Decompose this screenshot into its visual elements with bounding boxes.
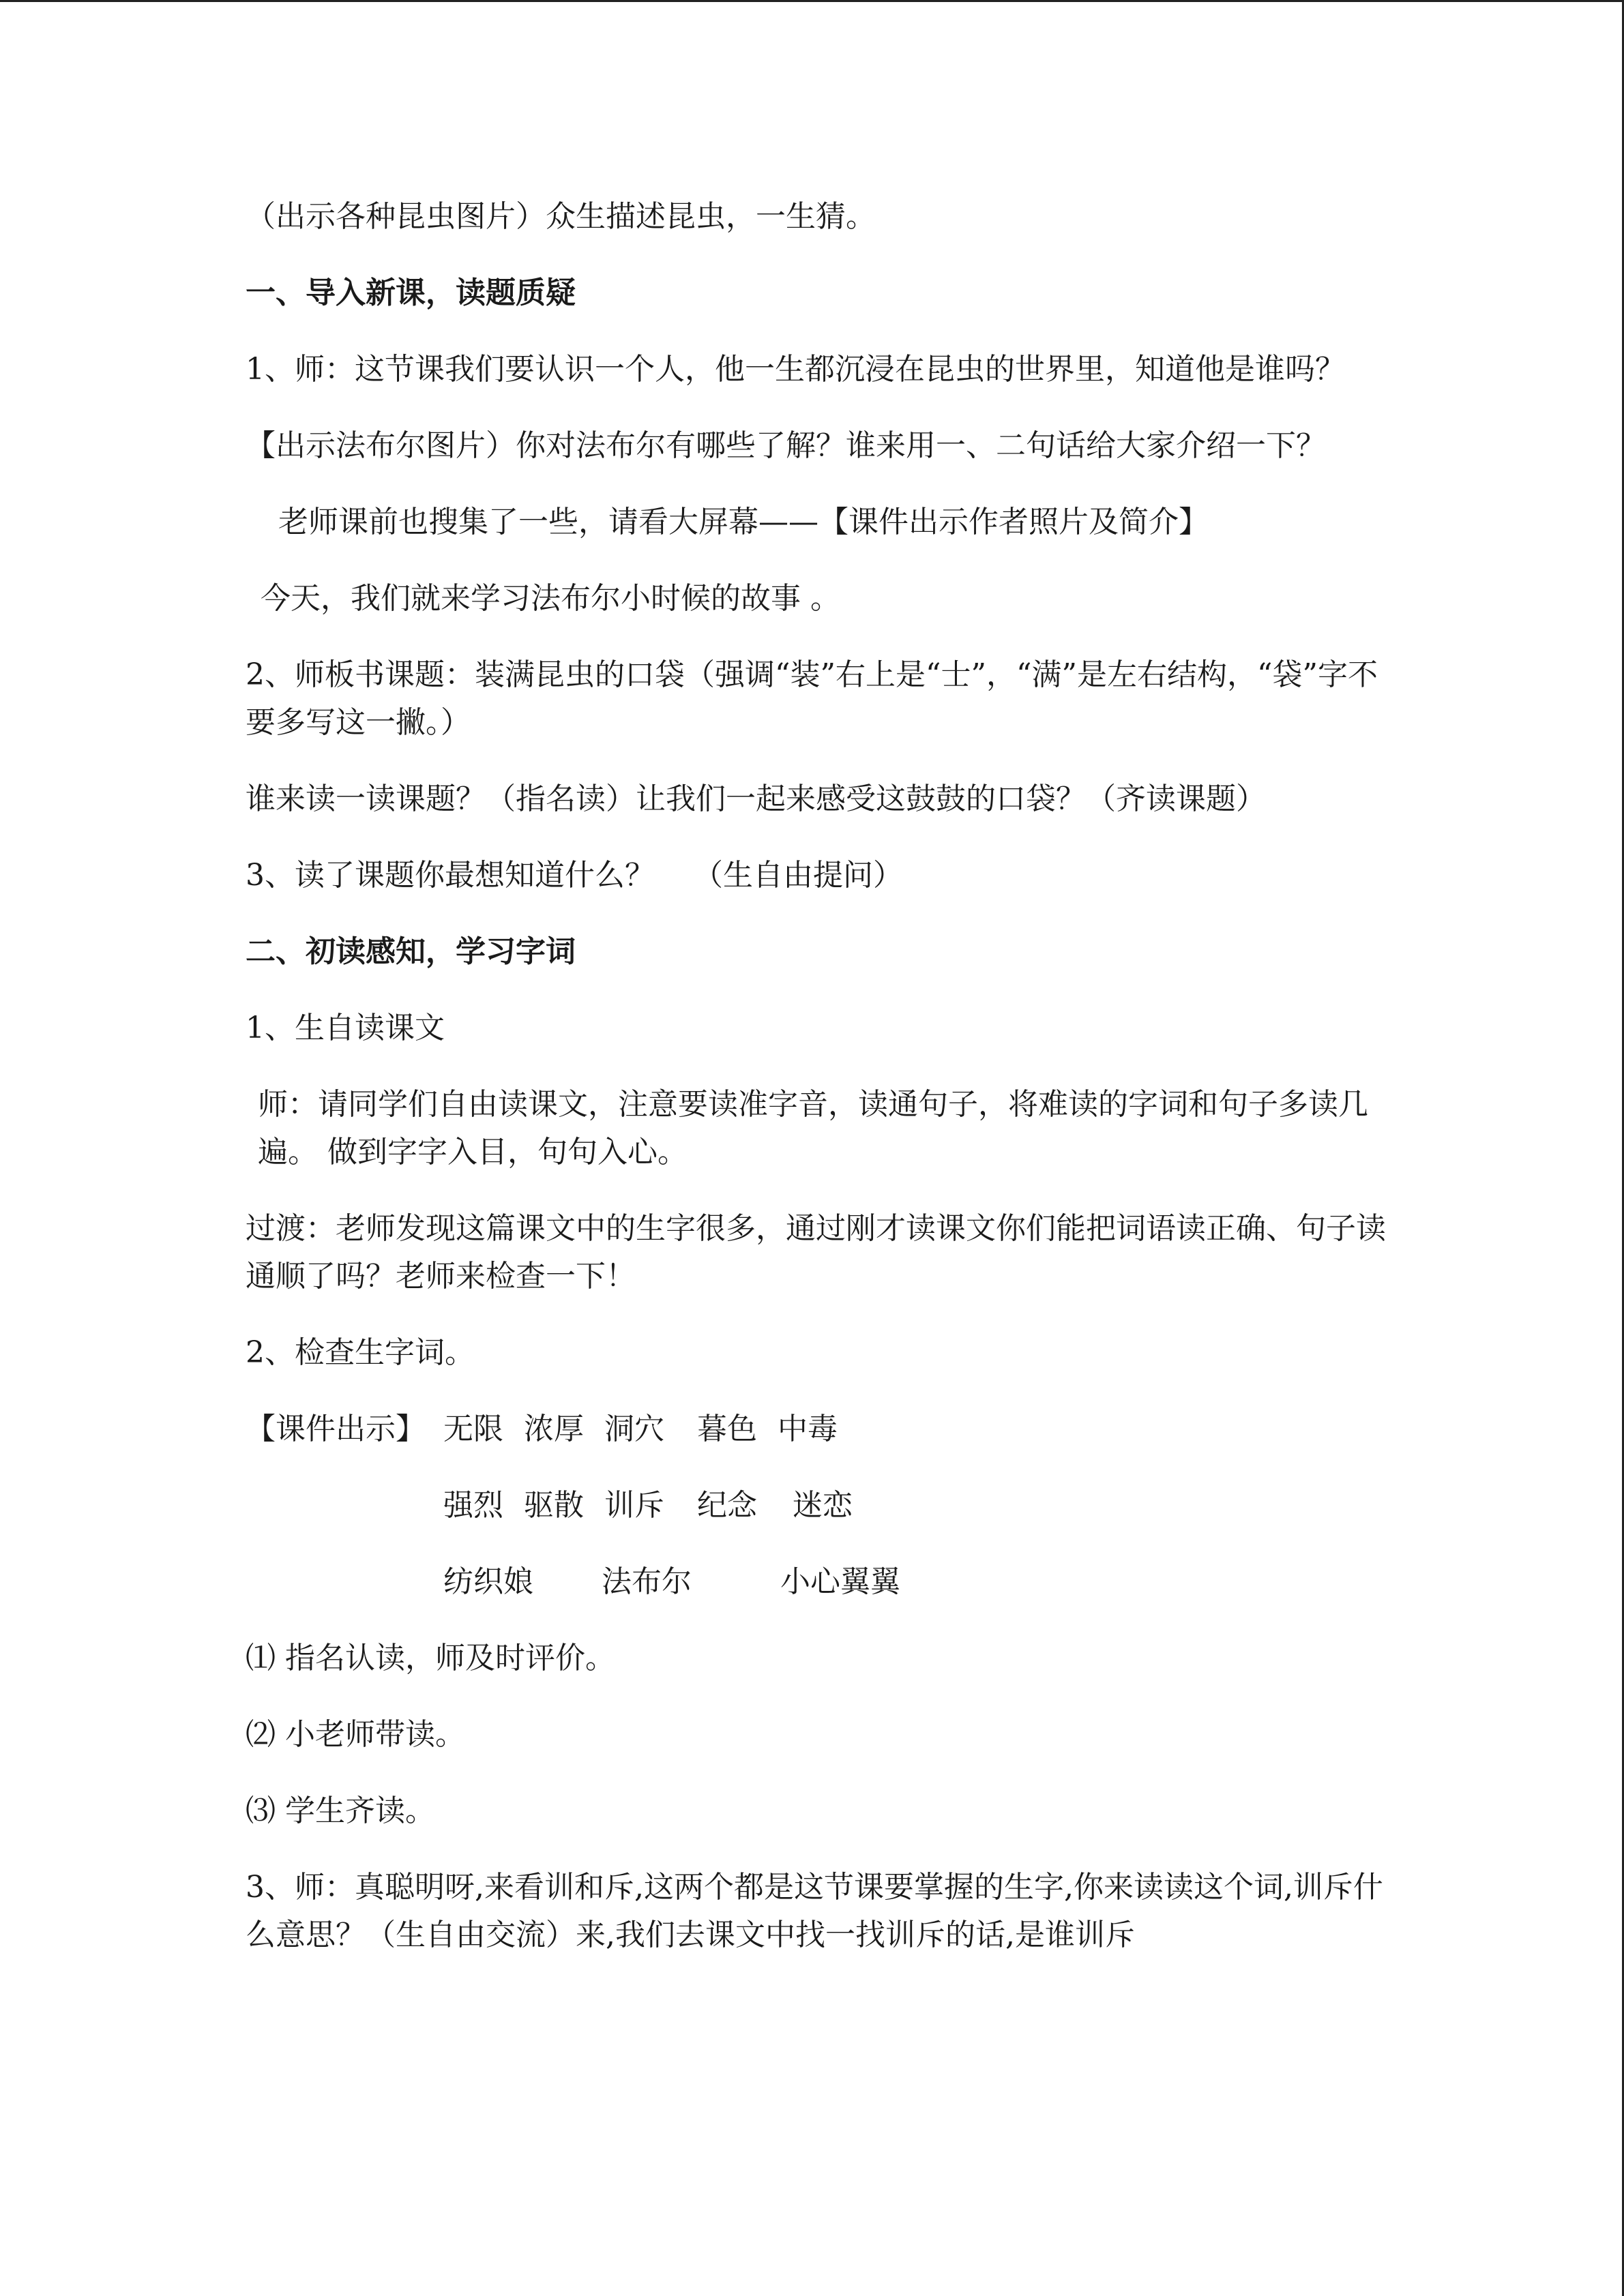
paragraph-8: 1、生自读课文 — [246, 1011, 445, 1045]
word-list-lead: 【课件出示】 — [246, 1412, 426, 1446]
list-item-1: ⑴ 指名认读，师及时评价。 — [246, 1641, 615, 1675]
word: 法布尔 — [602, 1564, 692, 1599]
word: 强烈 — [443, 1488, 503, 1523]
list-item-2: ⑵ 小老师带读。 — [246, 1717, 465, 1752]
word: 纪念 — [697, 1488, 757, 1523]
paragraph-5: 2、师板书课题：装满昆虫的口袋（强调“装”右上是“士”，“满”是左右结构，“袋”字不要多写这一撇。） — [246, 657, 1378, 740]
paragraph-6: 谁来读一读课题？（指名读）让我们一起来感受这鼓鼓的口袋？（齐读课题） — [246, 781, 1266, 816]
paragraph-7: 3、读了课题你最想知道什么？ （生自由提问） — [246, 858, 903, 893]
section-heading-1: 一、导入新课，读题质疑 — [246, 275, 576, 310]
word: 驱散 — [524, 1488, 584, 1523]
paragraph-12: 3、师：真聪明呀,来看训和斥,这两个都是这节课要掌握的生字,你来读读这个词,训斥什么意思？（生自由交流）来,我们去课文中找一找训斥的话,是谁训斥 — [246, 1870, 1383, 1952]
word-list-row-1 — [246, 1405, 1391, 1453]
paragraph-10: 过渡：老师发现这篇课文中的生字很多，通过刚才读课文你们能把词语读正确、句子读通顺了吗？老师来检查一下！ — [246, 1211, 1386, 1294]
word: 洞穴 — [604, 1412, 664, 1446]
word: 训斥 — [604, 1488, 664, 1523]
paragraph-3: 老师课前也搜集了一些，请看大屏幕——【课件出示作者照片及简介】 — [278, 505, 1209, 539]
word: 纺织娘 — [443, 1564, 533, 1599]
word: 暮色 — [697, 1412, 757, 1446]
list-item-3: ⑶ 学生齐读。 — [246, 1793, 435, 1828]
document-body — [246, 193, 1391, 1988]
section-heading-2: 二、初读感知，学习字词 — [246, 934, 576, 969]
word-list-row-3 — [246, 1558, 1391, 1606]
paragraph-11: 2、检查生字词。 — [246, 1335, 475, 1370]
intro-paragraph: （出示各种昆虫图片）众生描述昆虫，一生猜。 — [246, 199, 876, 234]
word: 中毒 — [778, 1412, 838, 1446]
paragraph-2: 【出示法布尔图片）你对法布尔有哪些了解？谁来用一、二句话给大家介绍一下？ — [246, 428, 1326, 463]
paragraph-1: 1、师：这节课我们要认识一个人，他一生都沉浸在昆虫的世界里，知道他是谁吗？ — [246, 352, 1345, 387]
word: 迷恋 — [793, 1488, 853, 1523]
word: 小心翼翼 — [780, 1564, 900, 1599]
word: 浓厚 — [524, 1412, 584, 1446]
word-list-row-2 — [246, 1482, 1391, 1530]
word: 无限 — [443, 1412, 503, 1446]
paragraph-4: 今天，我们就来学习法布尔小时候的故事 。 — [261, 581, 840, 616]
paragraph-9: 师：请同学们自由读课文，注意要读准字音，读通句子，将难读的字词和句子多读几遍。 做到字字入目，句句入心。 — [258, 1087, 1368, 1169]
